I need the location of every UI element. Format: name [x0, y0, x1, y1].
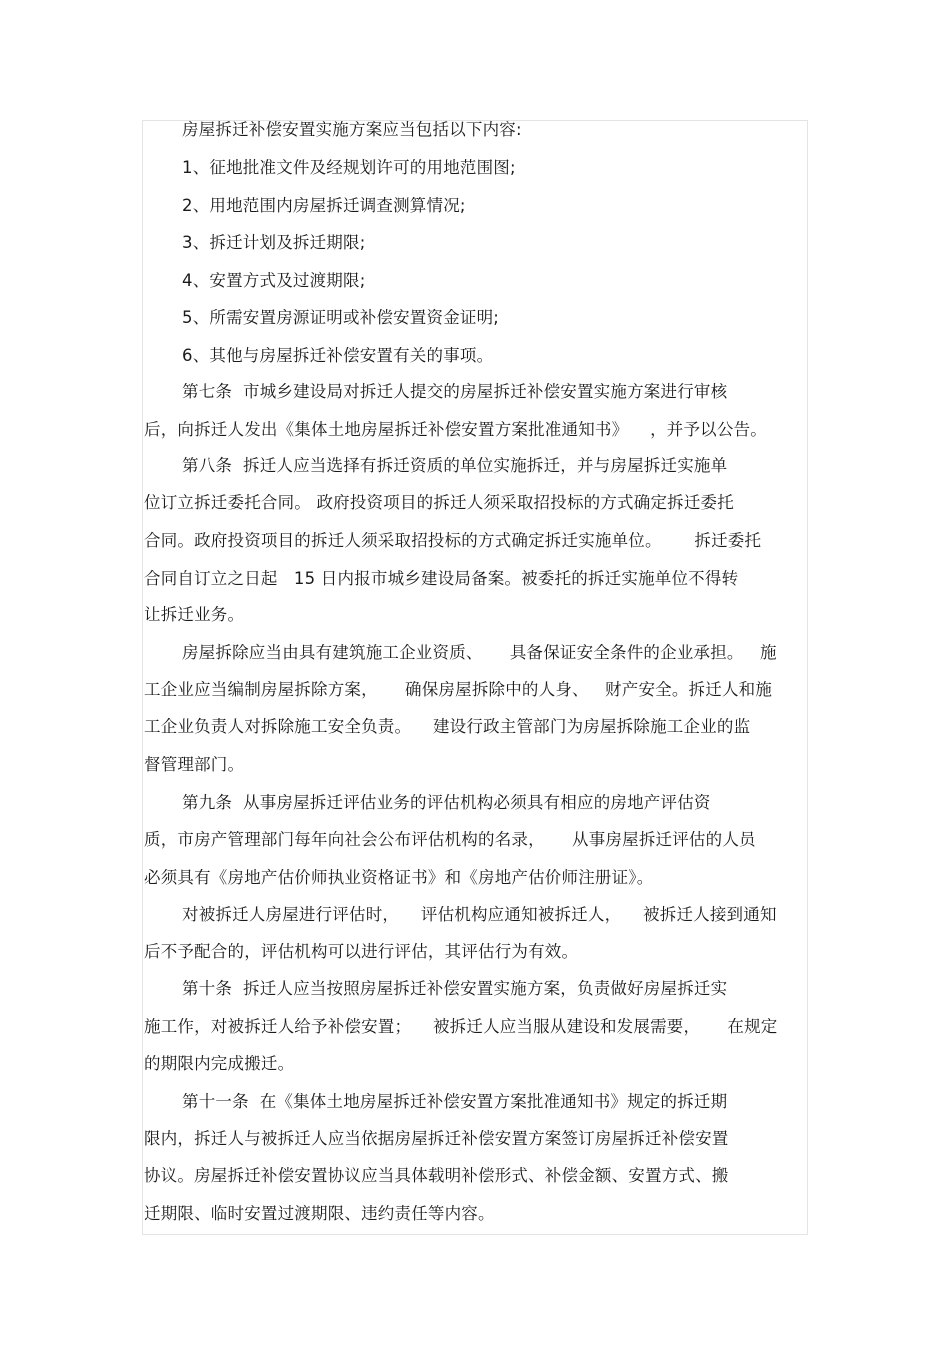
list-item-4: 4、安置方式及过渡期限;	[182, 271, 366, 290]
article-8-line-5: 让拆迁业务。	[144, 605, 245, 624]
list-item-1: 1、征地批准文件及经规划许可的用地范围图;	[182, 158, 516, 177]
assessment-line-2: 后不予配合的，评估机构可以进行评估，其评估行为有效。	[144, 942, 579, 961]
list-item-5: 5、所需安置房源证明或补偿安置资金证明;	[182, 308, 500, 327]
demolition-line-1: 房屋拆除应当由具有建筑施工企业资质、 具备保证安全条件的企业承担。 施	[182, 643, 777, 662]
article-8-line-3: 合同。政府投资项目的拆迁人须采取招投标的方式确定拆迁实施单位。 拆迁委托	[144, 531, 762, 550]
article-11-line-3: 协议。房屋拆迁补偿安置协议应当具体载明补偿形式、补偿金额、安置方式、搬	[144, 1166, 729, 1185]
article-9-line-2: 质，市房产管理部门每年向社会公布评估机构的名录， 从事房屋拆迁评估的人员	[144, 830, 756, 849]
article-11-line-2: 限内，拆迁人与被拆迁人应当依据房屋拆迁补偿安置方案签订房屋拆迁补偿安置	[144, 1129, 729, 1148]
demolition-line-4: 督管理部门。	[144, 755, 245, 774]
list-item-2: 2、用地范围内房屋拆迁调查测算情况;	[182, 196, 466, 215]
article-10-line-1: 第十条 拆迁人应当按照房屋拆迁补偿安置实施方案，负责做好房屋拆迁实	[182, 979, 728, 998]
list-item-6: 6、其他与房屋拆迁补偿安置有关的事项。	[182, 346, 494, 365]
list-item-3: 3、拆迁计划及拆迁期限;	[182, 233, 366, 252]
intro-line: 房屋拆迁补偿安置实施方案应当包括以下内容:	[182, 120, 522, 139]
article-9-line-1: 第九条 从事房屋拆迁评估业务的评估机构必须具有相应的房地产评估资	[182, 793, 711, 812]
demolition-line-3: 工企业负责人对拆除施工安全负责。 建设行政主管部门为房屋拆除施工企业的监	[144, 717, 751, 736]
article-11-line-1: 第十一条 在《集体土地房屋拆迁补偿安置方案批准通知书》规定的拆迁期	[182, 1092, 728, 1111]
article-8-line-2: 位订立拆迁委托合同。 政府投资项目的拆迁人须采取招投标的方式确定拆迁委托	[144, 493, 734, 512]
demolition-line-2: 工企业应当编制房屋拆除方案， 确保房屋拆除中的人身、 财产安全。拆迁人和施	[144, 680, 773, 699]
article-10-line-3: 的期限内完成搬迁。	[144, 1054, 295, 1073]
article-8-line-1: 第八条 拆迁人应当选择有拆迁资质的单位实施拆迁，并与房屋拆迁实施单	[182, 456, 728, 475]
article-7-line-1: 第七条 市城乡建设局对拆迁人提交的房屋拆迁补偿安置实施方案进行审核	[182, 382, 728, 401]
article-8-line-4: 合同自订立之日起 15 日内报市城乡建设局备案。被委托的拆迁实施单位不得转	[144, 569, 739, 588]
article-10-line-2: 施工作，对被拆迁人给予补偿安置； 被拆迁人应当服从建设和发展需要， 在规定	[144, 1017, 778, 1036]
article-7-line-2: 后，向拆迁人发出《集体土地房屋拆迁补偿安置方案批准通知书》 ，并予以公告。	[144, 420, 767, 439]
article-9-line-3: 必须具有《房地产估价师执业资格证书》和《房地产估价师注册证》。	[144, 868, 654, 887]
assessment-line-1: 对被拆迁人房屋进行评估时， 评估机构应通知被拆迁人， 被拆迁人接到通知	[182, 905, 777, 924]
article-11-line-4: 迁期限、临时安置过渡期限、违约责任等内容。	[144, 1204, 495, 1223]
